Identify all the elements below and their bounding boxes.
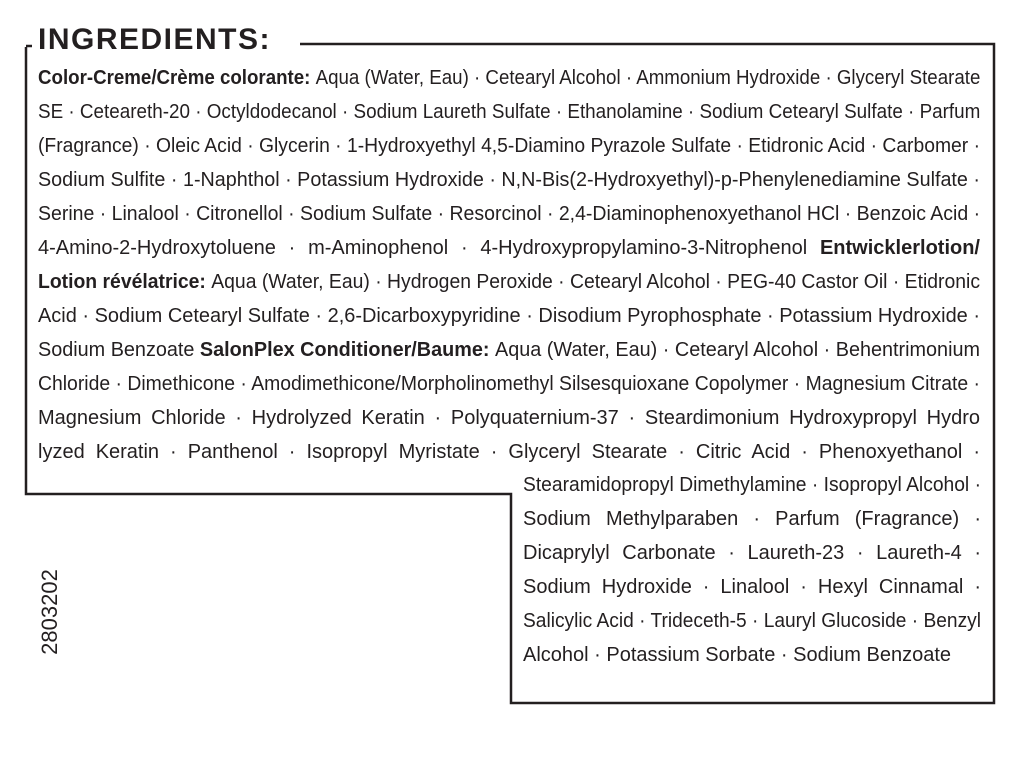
ingredient-line — [523, 570, 981, 604]
ingredient-text: Chloride · Dimethicone · Amodimethicone/Morpholinomethyl Silsesquioxane Copolymer · Magnesium Citrate · — [38, 373, 980, 395]
ingredient-text: Alcohol · Potassium Sorbate · Sodium Benzoate — [523, 644, 951, 666]
ingredient-text: Aqua (Water, Eau) · Cetearyl Alcohol · Behentrimonium — [494, 339, 980, 361]
ingredient-text: Magnesium Chloride · Hydrolyzed Keratin · Polyquaternium-37 · Steardimonium Hydroxypropyl Hydro — [38, 407, 980, 429]
ingredient-line — [523, 468, 981, 502]
ingredient-line — [38, 333, 980, 367]
ingredients-text-wide — [38, 61, 980, 469]
ingredient-text: Sodium Hydroxide · Linalool · Hexyl Cinnamal · — [523, 576, 981, 598]
ingredient-text: SE · Ceteareth-20 · Octyldodecanol · Sodium Laureth Sulfate · Ethanolamine · Sodium Cetearyl Sulfate · Parfum — [38, 101, 980, 123]
ingredients-heading: INGREDIENTS: — [32, 22, 279, 58]
ingredient-text: Acid · Sodium Cetearyl Sulfate · 2,6-Dicarboxypyridine · Disodium Pyrophosphate · Potassium Hydroxide · — [38, 305, 980, 327]
ingredient-line — [38, 367, 980, 401]
product-code-text: 2803202 — [37, 569, 62, 655]
ingredient-text: Sodium Benzoate — [38, 339, 200, 361]
ingredients-text-narrow — [523, 468, 981, 672]
ingredient-line — [38, 95, 980, 129]
ingredient-section-title: SalonPlex Conditioner/Baume: — [199, 339, 495, 361]
ingredient-line — [523, 604, 981, 638]
ingredient-line — [38, 163, 980, 197]
ingredient-line — [38, 435, 980, 469]
ingredient-text: Salicylic Acid · Trideceth-5 · Lauryl Glucoside · Benzyl — [523, 610, 981, 632]
ingredient-text: Dicaprylyl Carbonate · Laureth-23 · Laureth-4 · — [523, 542, 981, 564]
ingredient-text: Sodium Sulfite · 1-Naphthol · Potassium Hydroxide · N,N-Bis(2-Hydroxyethyl)-p-Phenylenediamine Sulfate · — [38, 169, 980, 191]
ingredient-line — [523, 638, 981, 672]
ingredient-text: 4-Amino-2-Hydroxytoluene · m-Aminophenol · 4-Hydroxypropylamino-3-Nitrophenol — [38, 237, 820, 259]
ingredient-section-title: Color-Creme/Crème colorante: — [38, 67, 316, 89]
ingredient-text: Aqua (Water, Eau) · Hydrogen Peroxide · Cetearyl Alcohol · PEG-40 Castor Oil · Etidronic — [211, 271, 980, 293]
ingredient-line — [38, 265, 980, 299]
ingredient-text: lyzed Keratin · Panthenol · Isopropyl Myristate · Glyceryl Stearate · Citric Acid · Phenoxyethanol · — [38, 441, 980, 463]
ingredient-line — [38, 299, 980, 333]
ingredient-text: Serine · Linalool · Citronellol · Sodium Sulfate · Resorcinol · 2,4-Diaminophenoxyethanol HCl · Benzoic Acid · — [38, 203, 980, 225]
ingredient-text: Stearamidopropyl Dimethylamine · Isopropyl Alcohol · — [523, 474, 981, 496]
ingredient-line — [38, 129, 980, 163]
ingredient-text: Aqua (Water, Eau) · Cetearyl Alcohol · Ammonium Hydroxide · Glyceryl Stearate — [315, 67, 980, 89]
ingredient-line — [523, 536, 981, 570]
ingredient-text: (Fragrance) · Oleic Acid · Glycerin · 1-Hydroxyethyl 4,5-Diamino Pyrazole Sulfate · Etidronic Acid · Carbomer · — [38, 135, 980, 157]
ingredient-line — [38, 197, 980, 231]
ingredient-section-title: Lotion révélatrice: — [38, 271, 212, 293]
ingredient-section-title: Entwicklerlotion/ — [819, 237, 980, 259]
ingredient-line — [523, 502, 981, 536]
ingredient-line — [38, 401, 980, 435]
ingredient-line — [38, 61, 980, 95]
ingredient-line — [38, 231, 980, 265]
ingredient-text: Sodium Methylparaben · Parfum (Fragrance) · — [523, 508, 981, 530]
